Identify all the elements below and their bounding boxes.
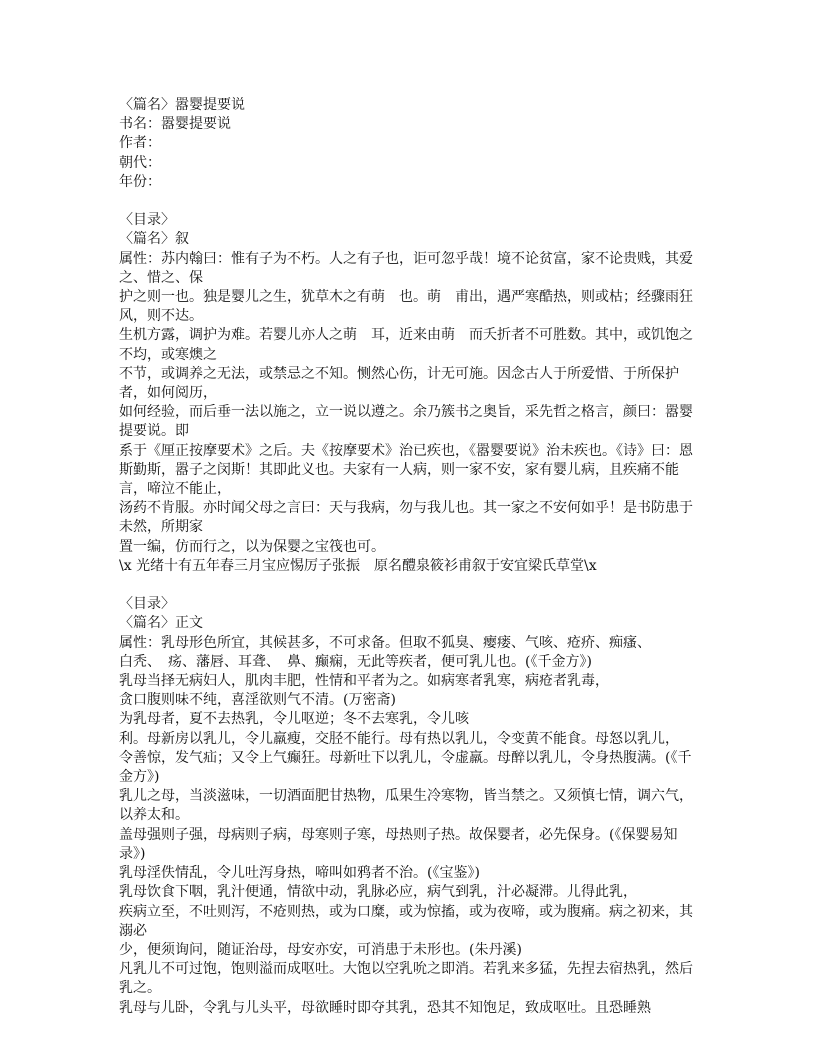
body-line: 乳母当择无病妇人，肌肉丰肥，性情和平者为之。如病寒者乳寒，病疮者乳毒， [119,673,609,690]
catalog-tag: 〈目录〉 [119,212,175,229]
body-line: 疾病立至，不吐则泻，不疮则热，或为口糜，或为惊搐，或为夜啼，或为腹痛。病之初来，其溺必 [119,903,693,939]
section-chapter-tag: 〈篇名〉正文 [119,615,203,632]
chapter-tag: 〈篇名〉嚣婴提要说 [119,97,245,113]
body-line: 利。母新房以乳儿，令儿羸瘦，交胫不能行。母有热以乳儿，令变黄不能食。母怒以乳儿， [119,730,679,747]
spacer [119,192,701,211]
body-line: 凡乳儿不可过饱，饱则溢而成呕吐。大饱以空乳吮之即消。若乳来多猛，先捏去宿热乳，然后乳之。 [119,961,693,997]
preface-line: 不节，或调养之无法，或禁忌之不知。恻然心伤，计无可施。因念古人于所爱惜、于所保护者，如何阅历， [119,365,679,402]
year-field: 年份： [119,173,161,190]
body-line: 乳母淫佚情乱，令儿吐泻身热，啼叫如鸦者不治。(《宝鉴》) [119,865,480,882]
spacer [119,576,701,595]
preface-line: 生机方露，调护为难。若婴儿亦人之萌 耳，近来由萌 而夭折者不可胜数。其中，或饥饱之不均，或寒燠之 [119,327,693,363]
body-line: 乳儿之母，当淡滋味，一切酒面肥甘热物，瓜果生冷寒物，皆当禁之。又须慎七情，调六气，以养太和。 [119,788,693,824]
preface-line: 属性：苏内翰曰：惟有子为不朽。人之有子也，讵可忽乎哉！境不论贫富，家不论贵贱，其爱之、惜之、保 [119,250,693,286]
preface-signature: \x 光绪十有五年春三月宝应惕厉子张振 原名醴泉筱衫甫叙于安宜梁氏草堂\x [119,557,597,574]
dynasty-field: 朝代： [119,154,161,171]
document-page [119,96,701,1018]
body-line: 乳母与儿卧，令乳与儿头平，母欲睡时即夺其乳，恐其不知饱足，致成呕吐。且恐睡熟 [119,999,651,1016]
body-line: 乳母饮食下咽，乳汁便通，情欲中动，乳脉必应，病气到乳，汁必凝滞。儿得此乳， [119,884,637,901]
preface-line: 汤药不肯服。亦时闻父母之言曰：天与我病，勿与我儿也。其一家之不安何如乎！是书防患于未然，所期家 [119,500,693,536]
body-line: 少，便须询问，随证治母，母安亦安，可消患于未形也。(朱丹溪) [119,941,522,958]
preface-line: 护之则一也。独是婴儿之生，犹草木之有萌 也。萌 甫出，遇严寒酷热，则或枯；经骤雨狂风，则不达。 [119,289,693,325]
body-line: 属性：乳母形色所宜，其候甚多，不可求备。但取不狐臭、瘿瘘、气咳、疮疥、痴瘙、 [119,634,651,651]
body-line: 白秃、 疡、藩唇、耳聋、 鼻、癫痫，无此等疾者，便可乳儿也。(《千金方》) [119,653,592,670]
book-name: 书名：嚣婴提要说 [119,116,231,133]
section-chapter-tag: 〈篇名〉叙 [119,231,189,248]
body-line: 盖母强则子强，母病则子病，母寒则子寒，母热则子热。故保婴者，必先保身。(《保婴易知录》) [119,826,678,862]
body-line: 为乳母者，夏不去热乳，令儿呕逆；冬不去寒乳，令儿咳 [119,711,469,728]
preface-line: 系于《厘正按摩要术》之后。夫《按摩要术》治已疾也，《嚣婴要说》治未疾也。《诗》曰：恩斯勤斯，嚣子之闵斯！其即此义也。夫家有一人病，则一家不安，家有婴儿病，且疾痛不能言，啼泣不能止， [119,442,693,498]
preface-line: 置一编，仿而行之，以为保婴之宝筏也可。 [119,538,385,555]
catalog-tag: 〈目录〉 [119,596,175,613]
preface-line: 如何经验，而后垂一法以施之，立一说以遵之。余乃簇书之奥旨，采先哲之格言，颜曰：嚣婴提要说。即 [119,404,693,440]
author-field: 作者： [119,135,161,152]
body-line: 贪口腹则味不纯，喜淫欲则气不清。(万密斋) [119,692,396,709]
body-line: 令善惊，发气疝；又令上气癫狂。母新吐下以乳儿，令虚羸。母醉以乳儿，令身热腹满。(《千金方》) [119,749,692,786]
